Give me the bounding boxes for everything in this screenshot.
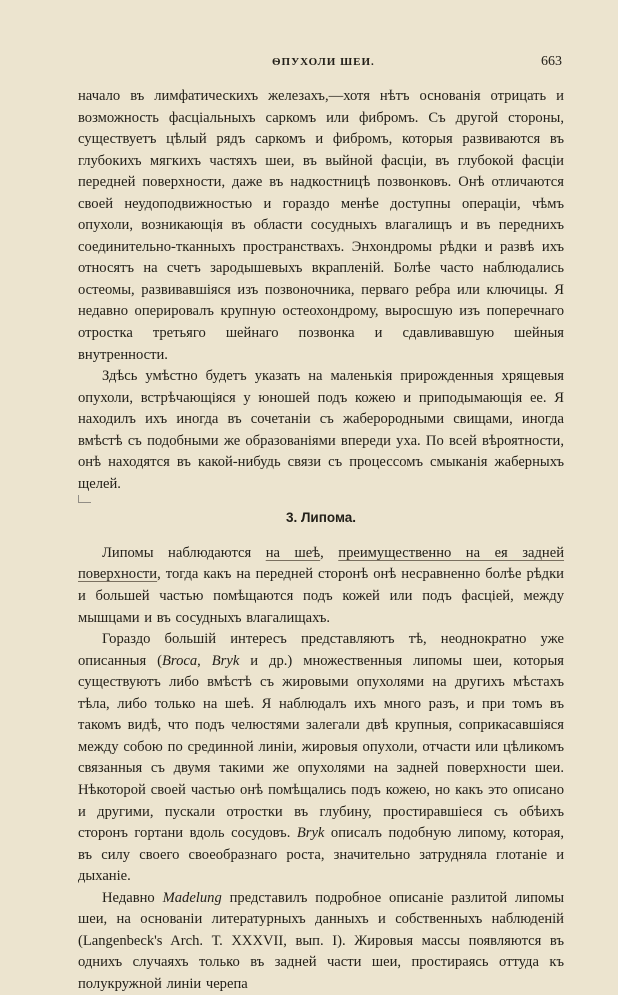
running-title: ѲПУХОЛИ ШЕИ. bbox=[272, 56, 375, 68]
author-name: Broca bbox=[162, 652, 198, 669]
paragraph-2: Здѣсь умѣстно будетъ указать на маленькія прирожденныя хрящевыя опухоли, встрѣчающіяся у юношей подъ кожею и приподымающія ее. Я находилъ ихъ иногда въ сочетаніи съ жаберородными свищами, иногда вмѣстѣ съ подобными же образованіями впереди уха. По всей вѣроятности, онѣ находятся въ какой-нибудь связи съ процессомъ смыканія жаберныхъ щелей. bbox=[78, 368, 564, 492]
section-heading: 3. Липома. bbox=[285, 510, 357, 526]
pencil-mark bbox=[78, 495, 91, 503]
paragraph-4-text: описалъ подобную липому, которая, въ силу своего своеобразнаго роста, значительно затрудняла глотаніе и дыханіе. bbox=[78, 825, 565, 885]
body-text bbox=[78, 86, 564, 995]
paragraph-4-text: Гораздо большій интересъ представляютъ тѣ, неоднократно уже описанныя ( bbox=[78, 631, 564, 669]
paragraph-5-text: представилъ подробное описаніе разлитой липомы шеи, на основаніи литературныхъ данныхъ и собственныхъ наблюденій (Langenbeck's Arch. Т. XXXVII, вып. I). Жировыя массы появляются въ однихъ случаяхъ только въ задней части шеи, простираясь оттуда къ полукружной линіи черепа bbox=[78, 889, 564, 992]
author-name: Bryk bbox=[211, 652, 240, 669]
paragraph-4 bbox=[78, 629, 564, 888]
author-name: Bryk bbox=[296, 825, 325, 842]
paragraph-5-text: Недавно bbox=[102, 889, 163, 906]
paragraph-3-text: Липомы наблюдаются bbox=[102, 544, 266, 561]
author-name: Madelung bbox=[162, 889, 222, 906]
underlined-phrase: на шеѣ bbox=[265, 544, 321, 561]
paragraph-5 bbox=[78, 888, 564, 995]
page-number: 663 bbox=[541, 54, 562, 69]
paragraph-3-text: , bbox=[320, 544, 339, 561]
running-head bbox=[0, 54, 618, 72]
paragraph-3-text: , тогда какъ на передней сторонѣ онѣ несравненно болѣе рѣдки и большей частью помѣщаются подъ кожей или подъ фасціей, между мышцами и въ сосудныхъ влагалищахъ. bbox=[78, 566, 564, 626]
paragraph-4-text: и др.) множественныя липомы шеи, которыя существуютъ либо вмѣстѣ съ жировыми опухолями на другихъ мѣстахъ тѣла, либо только на шеѣ. Я наблюдалъ ихъ много разъ, и при томъ въ такомъ видѣ, что подъ челюстями залегали двѣ крупныя, соприкасавшіяся между собою по срединной линіи, жировыя опухоли, отчасти или цѣликомъ связанныя съ двумя такими же опухолями на задней поверхности шеи. Нѣкоторой своей частью онѣ помѣщались подъ кожею, но какъ это описано и другими, пускали отростки въ глубину, простиравшіеся съ обѣихъ сторонъ гортани вдоль сосудовъ. bbox=[78, 652, 564, 842]
underlined-phrase: преимущественно на ея задней поверхности bbox=[78, 544, 565, 583]
paragraph-4-text: , bbox=[197, 652, 212, 669]
paragraph-3 bbox=[78, 543, 564, 629]
paragraph-1: начало въ лимфатическихъ железахъ,—хотя нѣтъ основанія отрицать и возможность фасціальныхъ саркомъ или фибромъ. Съ другой стороны, существуетъ цѣлый рядъ саркомъ и фибромъ, которыя развиваются въ глубокихъ мягкихъ частяхъ шеи, въ выйной фасціи, въ глубокой фасціи передней поверхности, даже въ надкостницѣ позвонковъ. Онѣ отличаются своей неудоподвижностью и гораздо менѣе доступны операціи, чѣмъ опухоли, возникающія въ области сосудныхъ влагалищъ и въ переднихъ соединительно-тканныхъ пространствахъ. Энхондромы рѣдки и развѣ ихъ относятъ на счетъ зародышевыхъ вкрапленій. Болѣе часто наблюдались остеомы, развивавшіяся изъ позвоночника, перваго ребра или ключицы. Я недавно оперировалъ крупную остеохондрому, выросшую изъ поперечнаго отростка третьяго шейнаго позвонка и сдавливавшую шейныя внутренности. bbox=[78, 88, 564, 363]
